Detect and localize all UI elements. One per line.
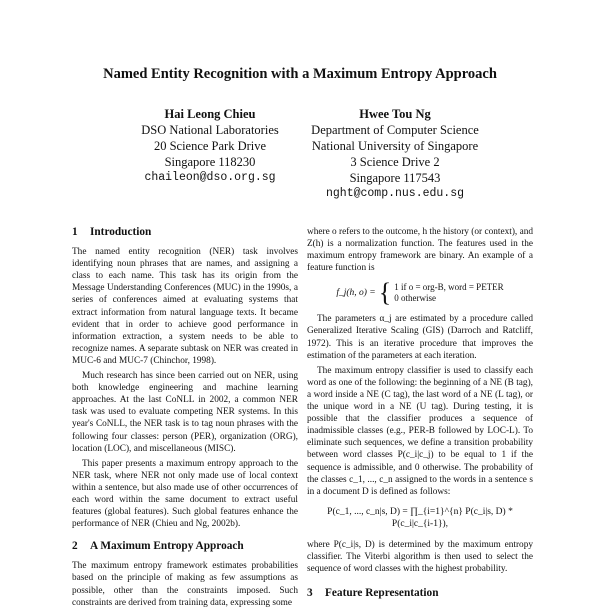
author-address-line: National University of Singapore bbox=[311, 139, 479, 153]
paragraph: This paper presents a maximum entropy approach to the NER task, where NER not only made use of local context within a sentence, but also made use of other occurrences of each word within the same document to extract useful features (global features). Such global features enhance the performance of NER (Chieu and Ng, 2002b). bbox=[72, 458, 298, 530]
paragraph: where o refers to the outcome, h the history (or context), and Z(h) is a normalization function. The features used in the maximum entropy framework are binary. An example of a feature function is bbox=[307, 227, 533, 274]
author-address-line: 3 Science Drive 2 bbox=[350, 155, 440, 169]
feature-function-equation bbox=[307, 278, 533, 308]
section-heading-introduction bbox=[72, 226, 298, 238]
right-column bbox=[307, 226, 533, 607]
section-heading-maximum-entropy bbox=[72, 540, 298, 552]
paragraph: The maximum entropy framework estimates probabilities based on the principle of making as few assumptions as possible, other than the constraints imposed. Such constraints are derived from training data, expressing some bbox=[72, 561, 298, 608]
author-affiliation: Department of Computer Science bbox=[311, 123, 479, 137]
author-address-line: 20 Science Park Drive bbox=[153, 139, 267, 153]
paper-title: Named Entity Recognition with a Maximum Entropy Approach bbox=[103, 66, 497, 82]
paragraph: The named entity recognition (NER) task involves identifying noun phrases that are names, and assigning a class to each name. This task has its origin from the Message Understanding Conferences (MUC) in the 1990s, a series of conferences aimed at evaluating systems that extract information from natural language texts. It became evident that in order to achieve good performance in information extraction, a system needs to be able to recognize names. A separate subtask on NER was created in MUC-6 and MUC-7 (Chinchor, 1998). bbox=[72, 247, 298, 366]
author-block-2 bbox=[270, 106, 520, 202]
equation-case: 1 if o = org-B, word = PETER bbox=[394, 282, 504, 293]
section-number: 1 bbox=[72, 226, 78, 238]
section-title: Introduction bbox=[90, 226, 152, 238]
author-affiliation: DSO National Laboratories bbox=[141, 123, 279, 137]
brace-glyph: { bbox=[378, 278, 392, 308]
equation-lhs: f_j(h, o) = bbox=[336, 288, 376, 299]
equation-cases bbox=[394, 282, 503, 304]
section-title: A Maximum Entropy Approach bbox=[90, 540, 244, 553]
author-address-line: Singapore 118230 bbox=[164, 155, 256, 169]
sequence-probability-equation: P(c_1, ..., c_n|s, D) = ∏_{i=1}^{n} P(c_i|s, D) * P(c_i|c_{i-1}), bbox=[327, 506, 513, 529]
equation-case: 0 otherwise bbox=[394, 293, 436, 304]
section-number: 3 bbox=[307, 587, 313, 600]
paragraph: The parameters α_j are estimated by a procedure called Generalized Iterative Scaling (GIS) (Darroch and Ratcliff, 1972). This is an iterative procedure that improves the estimation of the parameters at each iteration. bbox=[307, 314, 533, 361]
section-number: 2 bbox=[72, 540, 78, 553]
paragraph: The maximum entropy classifier is used to classify each word as one of the following: the beginning of a NE (B tag), a word inside a NE (C tag), the last word of a NE (L tag), or the unique word in a NE (U tag). During testing, it is possible that the classifier produces a sequence of inadmissible classes (e.g., PER-B followed by LOC-L). To eliminate such sequences, we define a transition probability between word classes P(c_i|c_j) to be equal to 1 if the sequence is admissible, and 0 otherwise. The probability of the classes c_1, ..., c_n assigned to the words in a sentence s in a document D is defined as follows: bbox=[307, 365, 533, 497]
author-address-line: Singapore 117543 bbox=[349, 171, 441, 185]
section-title: Feature Representation bbox=[325, 587, 439, 600]
author-email: nght@comp.nus.edu.sg bbox=[325, 187, 465, 200]
paragraph: where P(c_i|s, D) is determined by the maximum entropy classifier. The Viterbi algorithm is then used to select the sequence of word classes with the highest probability. bbox=[307, 539, 533, 575]
author-name: Hai Leong Chieu bbox=[164, 107, 256, 121]
author-email: chaileon@dso.org.sg bbox=[144, 171, 276, 184]
left-column bbox=[72, 226, 298, 612]
paragraph: Much research has since been carried out on NER, using both knowledge engineering and machine learning approaches. At the last CoNLL in 2002, a common NER task was used to evaluate competing NER systems. In this year's CoNLL, the NER task is to tag noun phrases with the following four classes: person (PER), organization (ORG), location (LOC), and miscellaneous (MISC). bbox=[72, 371, 298, 454]
section-heading-feature-representation bbox=[307, 587, 533, 599]
author-name: Hwee Tou Ng bbox=[359, 107, 431, 121]
